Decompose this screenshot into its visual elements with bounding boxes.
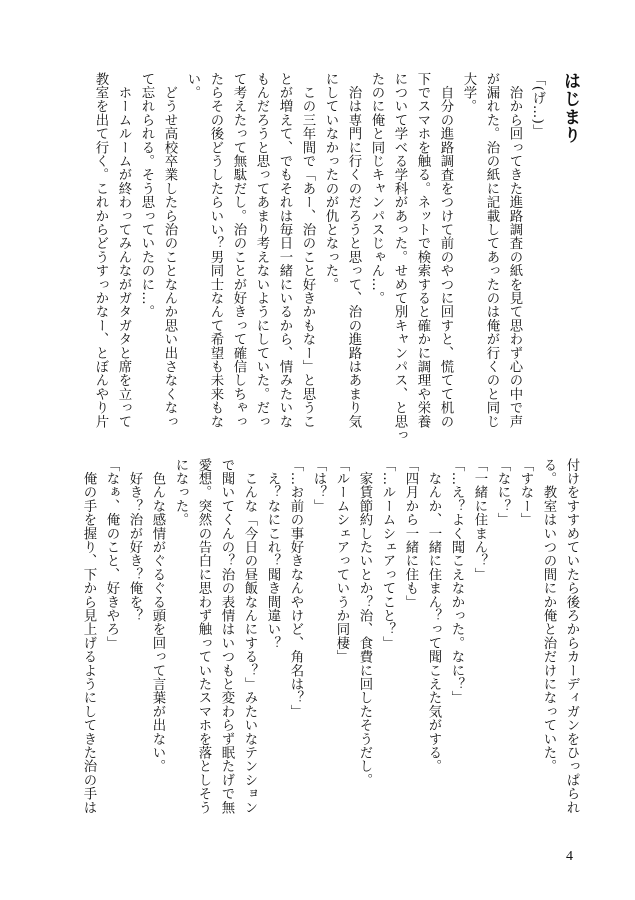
text-line: とが増えて、でもそれは毎日一緒にいるから、情みたいな bbox=[277, 72, 292, 429]
text-line: る。教室はいつの間にか俺と治だけになっていた。 bbox=[541, 458, 556, 774]
text-line: え？なにこれ？聞き間違い？ bbox=[265, 458, 280, 650]
text-line: について学べる学科があった。せめて別キャンパス、と思っ bbox=[392, 72, 407, 442]
lower-text-block bbox=[77, 458, 583, 843]
text-line: が漏れた。治の紙に記載してあったのは俺が行くのと同じ bbox=[484, 72, 499, 429]
text-line: 色んな感情がぐるぐる頭を回って言葉が出ない。 bbox=[150, 458, 165, 774]
text-line: 治は専門に行くのだろうと思って、治の進路はあまり気 bbox=[346, 72, 361, 429]
upper-text-block bbox=[89, 72, 549, 452]
text-line: 大学。 bbox=[461, 72, 476, 114]
text-line: 愛想。突然の告白に思わず触っていたスマホを落としそう bbox=[196, 458, 211, 815]
text-line: 「四月から一緒に住も」 bbox=[403, 458, 418, 609]
chapter-title: はじまり bbox=[560, 72, 580, 144]
text-line: ホームルームが終わってみんながガタガタと席を立って bbox=[116, 72, 131, 429]
text-line: 下でスマホを触る。ネットで検索すると確かに調理や栄養 bbox=[415, 72, 430, 429]
text-line: 好き？治が好き？俺を？ bbox=[127, 458, 142, 623]
text-line: もんだろうと思ってあまり考えないようにしていた。だっ bbox=[254, 72, 269, 429]
text-line: て忘れられる。そう思っていたのに…。 bbox=[139, 72, 154, 319]
text-line: なんか、一緒に住まん？って聞こえた気がする。 bbox=[426, 458, 441, 774]
page-number: 4 bbox=[566, 849, 573, 864]
text-line: 自分の進路調査をつけて前のやつに回すと、慌てて机の bbox=[438, 72, 453, 429]
text-line: 「なに？」 bbox=[495, 458, 510, 527]
text-line: にしていなかったのが仇となった。 bbox=[323, 72, 338, 292]
text-line: こんな「今日の昼飯なんにする？」みたいなテンション bbox=[242, 458, 257, 815]
text-line: 「ルームシェアっていうか同棲」 bbox=[334, 458, 349, 664]
text-line: 「なぁ、俺のこと、好きやろ」 bbox=[104, 458, 119, 650]
text-line: 「一緒に住まん？」 bbox=[472, 458, 487, 582]
text-line: て考えたって無駄だし。治のことが好きって確信しちゃっ bbox=[231, 72, 246, 429]
text-line: 家賃節約したいとか？治、食費に回したそうだし。 bbox=[357, 458, 372, 787]
text-line: い。 bbox=[185, 72, 200, 100]
text-line: 「…ルームシェアってこと？」 bbox=[380, 458, 395, 650]
text-line: になった。 bbox=[173, 458, 188, 527]
text-line: 「…え？よく聞こえなかった。なに？」 bbox=[449, 458, 464, 705]
text-line: たらその後どうしたらいい？男同士なんて希望も未来もな bbox=[208, 72, 223, 429]
text-line: この三年間で「あー、治のこと好きかもなー」と思うこ bbox=[300, 72, 315, 429]
text-line: で聞いてくんの？治の表情はいつもと変わらず眠たげで無 bbox=[219, 458, 234, 815]
text-line: 教室を出て行く。これからどうすっかなー、とぼんやり片 bbox=[93, 72, 108, 429]
text-line: どうせ高校卒業したら治のことなんか思い出さなくなっ bbox=[162, 72, 177, 429]
text-line: たのに俺と同じキャンパスじゃん…。 bbox=[369, 72, 384, 305]
text-line: 「は？」 bbox=[311, 458, 326, 513]
text-line: 「…お前の事好きなんやけど、角名は？」 bbox=[288, 458, 303, 719]
text-line: 治から回ってきた進路調査の紙を見て思わず心の中で声 bbox=[507, 72, 522, 429]
text-line: 「(げ…)」 bbox=[530, 72, 545, 138]
text-line: 付けをすすめていたら後ろからカーディガンをひっぱられ bbox=[564, 458, 579, 815]
text-line: 俺の手を握り、下から見上げるようにしてきた治の手は bbox=[81, 458, 96, 815]
text-line: 「すなー」 bbox=[518, 458, 533, 527]
